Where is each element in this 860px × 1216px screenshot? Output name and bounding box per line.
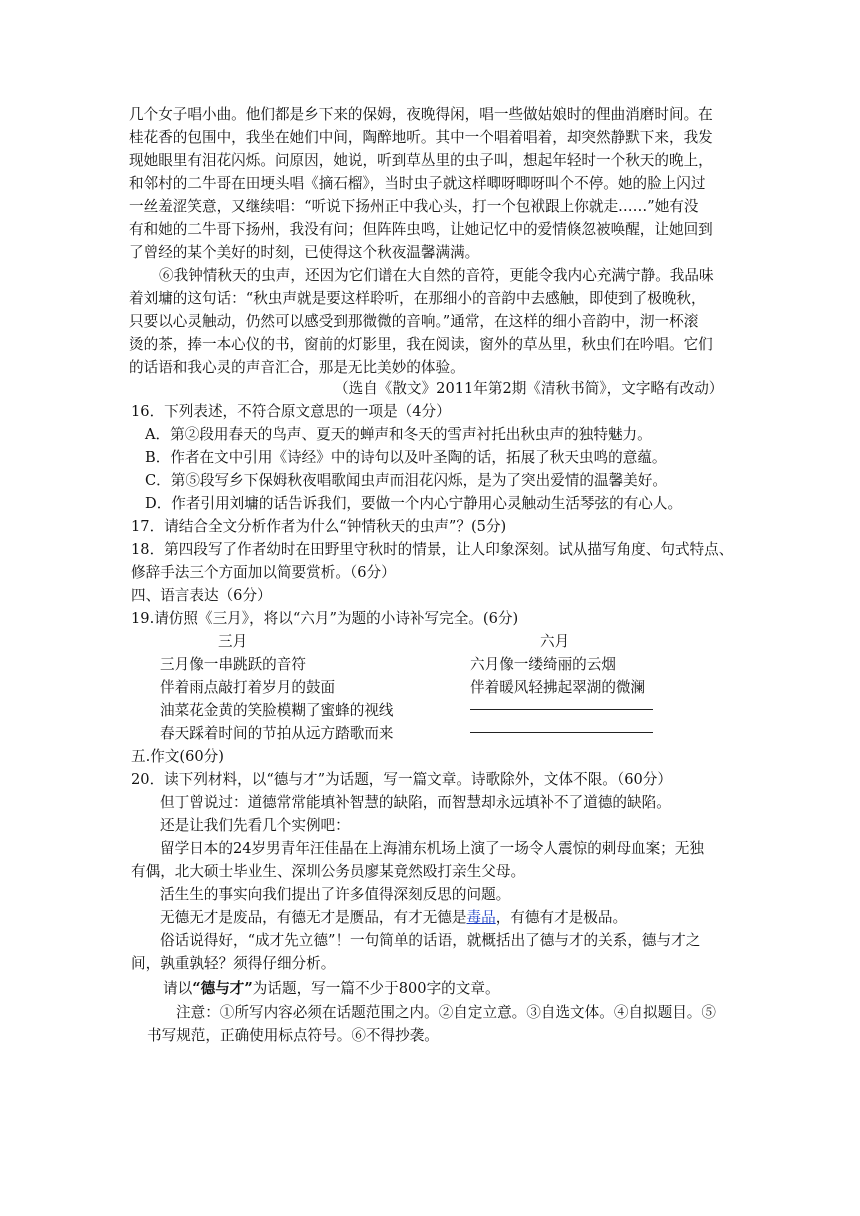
poison-link[interactable]: 毒品	[466, 909, 496, 926]
passage-line: ⑥我钟情秋天的虫声，还因为它们谱在大自然的音符，更能令我内心充满宁静。我品味	[159, 267, 714, 284]
question-16-option-c: C．第⑤段写乡下保姆秋夜唱歌闻虫声而泪花闪烁，是为了突出爱情的温馨美好。	[145, 472, 667, 489]
notes-line: 注意：①所写内容必须在话题范围之内。②自定立意。③自选文体。④自拟题目。⑤	[176, 1004, 716, 1021]
question-16-option-d: D．作者引用刘墉的话告诉我们，要做一个内心宁静用心灵触动生活琴弦的有心人。	[145, 495, 683, 512]
answer-blank-line[interactable]	[470, 732, 653, 733]
question-20-stem: 20．读下列材料，以“德与才”为话题，写一篇文章。诗歌除外，文体不限。（60分）	[131, 771, 672, 788]
passage-line: 一丝羞涩笑意，又继续唱：“听说下扬州正中我心头，打一个包袱跟上你就走……”她有没	[129, 198, 699, 215]
material-line: 还是让我们先看几个实例吧：	[160, 817, 350, 834]
passage-line: 烫的茶，捧一本心仪的书，窗前的灯影里，我在阅读，窗外的草丛里，秋虫们在吟唱。它们	[129, 336, 713, 353]
section-4-heading: 四、语言表达（6分）	[131, 587, 272, 604]
material-line	[160, 907, 627, 929]
material-line: 留学日本的24岁男青年汪佳晶在上海浦东机场上演了一场令人震惊的刺母血案；无独	[160, 840, 704, 857]
passage-source: （选自《散文》2011年第2期《清秋书简》，文字略有改动）	[334, 380, 724, 397]
prompt-text: 请以	[163, 980, 193, 997]
question-16-option-a: A．第②段用春天的鸟声、夏天的蝉声和冬天的雪声衬托出秋虫声的独特魅力。	[145, 426, 652, 443]
question-19-stem: 19.请仿照《三月》，将以“六月”为题的小诗补写完全。(6分)	[131, 610, 519, 627]
passage-line: 着刘墉的这句话：“秋虫声就是要这样聆听，在那细小的音韵中去感触，即使到了极晚秋，	[129, 290, 706, 307]
passage-line: 只要以心灵触动，仍然可以感受到那微微的音响。”通常，在这样的细小音韵中，沏一杯滚	[129, 313, 699, 330]
passage-line: 和邻村的二牛哥在田埂头唱《摘石榴》，当时虫子就这样唧呀唧呀叫个不停。她的脸上闪过	[129, 175, 706, 192]
notes-line: 书写规范，正确使用标点符号。⑥不得抄袭。	[147, 1027, 439, 1044]
poem-left-line: 春天踩着时间的节拍从远方踏歌而来	[160, 725, 394, 742]
question-17: 17．请结合全文分析作者为什么“钟情秋天的虫声”？(5分)	[131, 518, 507, 535]
question-16-option-b: B．作者在文中引用《诗经》中的诗句以及叶圣陶的话，拓展了秋天虫鸣的意蕴。	[145, 449, 667, 466]
material-line: 活生生的事实向我们提出了许多值得深刻反思的问题。	[160, 886, 511, 903]
answer-blank-line[interactable]	[470, 709, 653, 710]
material-line: 有偶，北大硕士毕业生、深圳公务员廖某竟然殴打亲生父母。	[131, 863, 526, 880]
poem-left-title: 三月	[218, 633, 248, 650]
poem-left-line: 三月像一串跳跃的音符	[160, 656, 306, 673]
passage-line: 有和她的二牛哥下扬州，我没有问；但阵阵虫鸣，让她记忆中的爱情倏忽被唤醒，让她回到	[129, 221, 713, 238]
material-text: ，有德有才是极品。	[495, 909, 628, 926]
material-line: 但丁曾说过：道德常常能填补智慧的缺陷，而智慧却永远填补不了道德的缺陷。	[160, 794, 671, 811]
question-16-stem: 16．下列表述，不符合原文意思的一项是（4分）	[131, 403, 451, 420]
material-line: 俗话说得好，“成才先立德”！一句简单的话语，就概括出了德与才的关系，德与才之	[160, 932, 701, 949]
poem-left-line: 油菜花金黄的笑脸模糊了蜜蜂的视线	[160, 702, 394, 719]
passage-line: 的话语和我心灵的声音汇合，那是无比美妙的体验。	[129, 359, 465, 376]
question-18-line: 18．第四段写了作者幼时在田野里守秋时的情景，让人印象深刻。试从描写角度、句式特点、	[131, 541, 734, 558]
passage-line: 了曾经的某个美好的时刻，已使得这个秋夜温馨满满。	[129, 244, 480, 261]
passage-line: 现她眼里有泪花闪烁。问原因，她说，听到草丛里的虫子叫，想起年轻时一个秋天的晚上，	[129, 152, 713, 169]
poem-right-line: 六月像一缕绮丽的云烟	[470, 656, 616, 673]
poem-right-title: 六月	[540, 633, 570, 650]
poem-left-line: 伴着雨点敲打着岁月的鼓面	[160, 679, 336, 696]
section-5-heading: 五.作文(60分)	[131, 748, 224, 765]
poem-right-line: 伴着暖风轻拂起翠湖的微澜	[470, 679, 646, 696]
passage-line: 几个女子唱小曲。他们都是乡下来的保姆，夜晚得闲，唱一些做姑娘时的俚曲消磨时间。在	[129, 106, 713, 123]
topic-emphasis: “德与才”	[192, 980, 253, 997]
material-text: 无德无才是废品，有德无才是赝品，有才无德是	[160, 909, 467, 926]
question-18-line: 修辞手法三个方面加以简要赏析。（6分）	[131, 564, 396, 581]
prompt-line	[163, 978, 500, 1000]
passage-line: 桂花香的包围中，我坐在她们中间，陶醉地听。其中一个唱着唱着，却突然静默下来，我发	[129, 129, 713, 146]
material-line: 间，孰重孰轻？须得仔细分析。	[131, 955, 336, 972]
prompt-text: 为话题，写一篇不少于800字的文章。	[252, 980, 500, 997]
